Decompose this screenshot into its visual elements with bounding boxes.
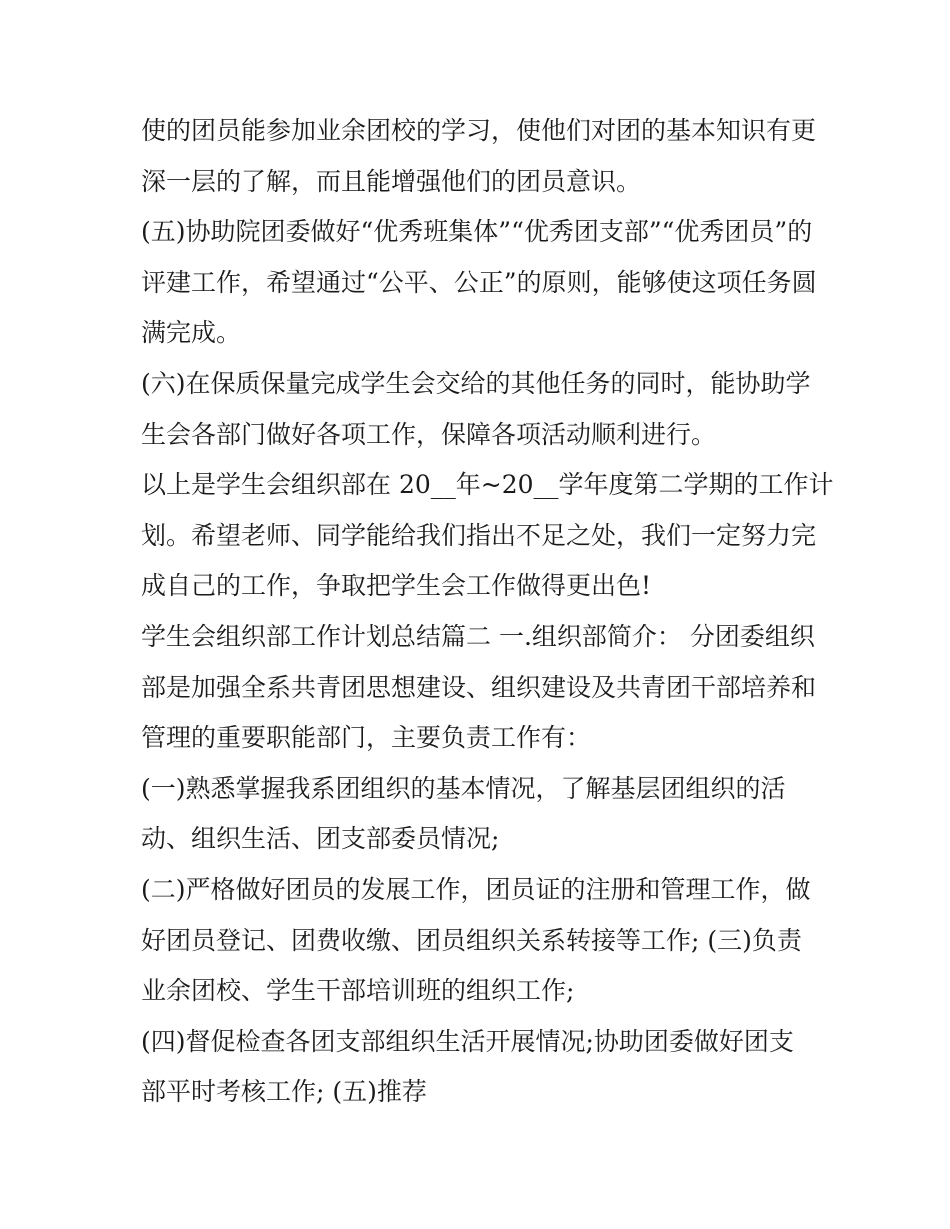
text-line: (四)督促检查各团支部组织生活开展情况;协助团委做好团支 [141,1026,794,1056]
text-line: 满完成。 [141,318,242,348]
text-line: 部平时考核工作; (五)推荐 [141,1077,427,1107]
document-body [141,106,834,1118]
text-line: 动、组织生活、团支部委员情况; [141,824,500,854]
text-line: (六)在保质保量完成学生会交给的其他任务的同时，能协助学 [141,368,811,398]
text-line: 部是加强全系共青团思想建设、组织建设及共青团干部培养和 [141,672,817,702]
text-line: 划。希望老师、同学能给我们指出不足之处，我们一定努力完 [141,520,817,550]
text-line: 业余团校、学生干部培训班的组织工作; [141,976,575,1006]
text-line: 评建工作，希望通过“公平、公正”的原则，能够使这项任务圆 [141,267,817,297]
text-line: 深一层的了解，而且能增强他们的团员意识。 [141,166,642,196]
text-line: (一)熟悉掌握我系团组织的基本情况，了解基层团组织的活 [141,773,786,803]
text-line: 学生会组织部工作计划总结篇二 一.组织部简介： 分团委组织 [141,621,815,651]
text-line: 以上是学生会组织部在 20__年~20__学年度第二学期的工作计 [141,470,834,500]
text-line: 使的团员能参加业余团校的学习，使他们对团的基本知识有更 [141,116,817,145]
text-line: (二)严格做好团员的发展工作，团员证的注册和管理工作，做 [141,874,811,904]
text-line: 成自己的工作，争取把学生会工作做得更出色! [141,571,652,601]
text-line: 生会各部门做好各项工作，保障各项活动顺利进行。 [141,419,717,449]
text-line: 管理的重要职能部门，主要负责工作有： [141,723,592,753]
text-line: 好团员登记、团费收缴、团员组织关系转接等工作; (三)负责 [141,925,802,955]
text-line: (五)协助院团委做好“优秀班集体”“优秀团支部”“优秀团员”的 [141,217,813,247]
